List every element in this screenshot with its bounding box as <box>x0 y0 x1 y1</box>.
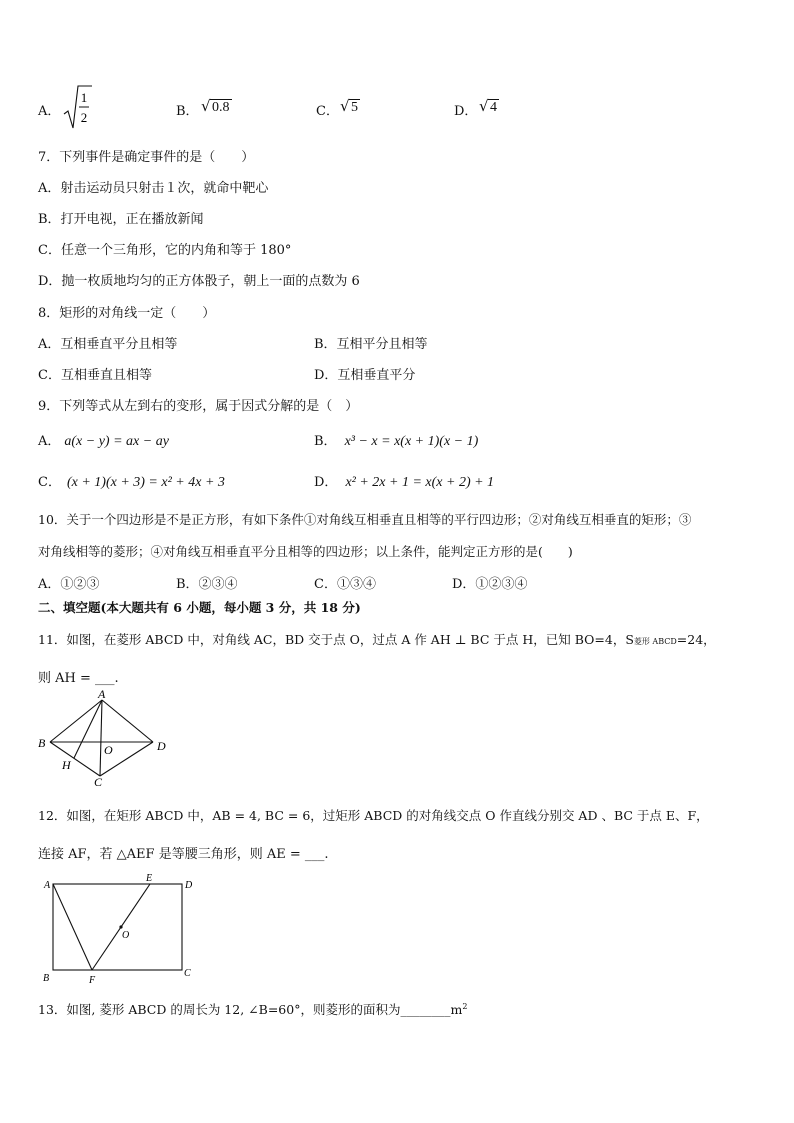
section-2-title: 二、填空题(本大题共有 6 小题，每小题 3 分，共 18 分) <box>38 600 361 615</box>
q9-option-a-expr: a(x − y) = ax − ay <box>64 434 169 449</box>
q11-line1 <box>38 630 716 648</box>
q11-label-h: H <box>62 758 71 772</box>
q10-option-c: C．①③④ <box>314 577 376 592</box>
q10-option-b: B．②③④ <box>176 577 238 592</box>
q11-line2: 则 AH = ___. <box>38 671 119 686</box>
q11-label-o: O <box>104 743 113 757</box>
q11-altitude-ah <box>74 700 102 758</box>
q11-edge-ad <box>102 700 153 742</box>
q8-option-c: C．互相垂直且相等 <box>38 368 152 383</box>
q7-option-d: D．抛一枚质地均匀的正方体骰子，朝上一面的点数为 6 <box>38 274 360 289</box>
q12-label-f: F <box>89 975 96 986</box>
q11-label-c: C <box>94 775 103 789</box>
q11-subscript: 菱形 ABCD <box>633 637 677 646</box>
q6-option-d-label: D． <box>454 104 478 119</box>
q12-label-d: D <box>185 880 193 891</box>
q6-option-c-label: C． <box>316 104 339 119</box>
q6-option-a-sqrt-frac <box>62 84 92 132</box>
q6-options <box>38 84 558 132</box>
q10-option-a: A．①②③ <box>38 577 100 592</box>
q9-option-a <box>38 430 169 450</box>
q9-option-c-expr: (x + 1)(x + 3) = x² + 4x + 3 <box>66 475 225 490</box>
q8-option-b: B．互相平分且相等 <box>314 337 428 352</box>
q12-rectangle-figure <box>36 872 206 990</box>
q13-superscript: 2 <box>462 1001 468 1011</box>
q11-rhombus-figure <box>30 690 180 790</box>
q9-option-a-label: A． <box>38 434 61 449</box>
q11-diagonal-ac <box>100 700 102 776</box>
q12-label-o: O <box>122 930 130 941</box>
q9-option-d <box>314 471 494 491</box>
q11-label-b: B <box>38 736 46 750</box>
q11-edge-ab <box>50 700 102 742</box>
q6-option-a-label: A． <box>38 104 61 119</box>
q12-line2: 连接 AF，若 △AEF 是等腰三角形，则 AE = ___. <box>38 847 329 862</box>
q6-option-b-sqrt-symbol: √ <box>201 97 211 115</box>
q9-option-b-label: B． <box>314 434 337 449</box>
q12-label-a: A <box>44 880 51 891</box>
q7-option-b: B．打开电视，正在播放新闻 <box>38 212 204 227</box>
q11-label-d: D <box>157 739 166 753</box>
q8-option-a: A．互相垂直平分且相等 <box>38 337 178 352</box>
q6-option-b-radicand: 0.8 <box>212 100 230 115</box>
q10-line2: 对角线相等的菱形；④对角线互相垂直平分且相等的四边形；以上条件，能判定正方形的是( ) <box>38 544 573 559</box>
q6-option-d-sqrt-symbol: √ <box>479 97 489 115</box>
q9-option-b-expr: x³ − x = x(x + 1)(x − 1) <box>344 434 479 449</box>
q12-label-c: C <box>184 968 191 979</box>
q9-stem: 9．下列等式从左到右的变形，属于因式分解的是（ ） <box>38 399 359 414</box>
q6-option-c-sqrt-symbol: √ <box>340 97 350 115</box>
q8-stem: 8．矩形的对角线一定（ ） <box>38 306 216 321</box>
q7-option-a: A．射击运动员只射击１次，就命中靶心 <box>38 181 269 196</box>
q12-line1: 12．如图，在矩形 ABCD 中，AB = 4, BC = 6，过矩形 ABCD 的对角线交点 O 作直线分别交 AD 、BC 于点 E、F， <box>38 808 709 823</box>
q6-option-d-radicand: 4 <box>490 100 497 115</box>
q12-label-b: B <box>43 973 50 984</box>
q13-text-body: 13．如图, 菱形 ABCD 的周长为 12, ∠B=60°，则菱形的面积为________m <box>38 1002 463 1017</box>
q9-option-c-label: C． <box>38 475 61 490</box>
q10-line1: 10．关于一个四边形是不是正方形，有如下条件①对角线互相垂直且相等的平行四边形；②对角线互相垂直的矩形；③ <box>38 512 692 527</box>
q6-option-a-numerator: 1 <box>80 90 88 105</box>
q9-option-d-label: D． <box>314 475 338 490</box>
q9-option-d-expr: x² + 2x + 1 = x(x + 2) + 1 <box>345 475 495 490</box>
q11-line1-text: 11．如图，在菱形 ABCD 中，对角线 AC，BD 交于点 O，过点 A 作 AH ⊥ BC 于点 H，已知 BO=4，S <box>38 632 634 647</box>
q11-line1-end: =24， <box>676 632 716 647</box>
q7-option-c: C．任意一个三角形，它的内角和等于 180° <box>38 243 292 258</box>
q6-option-b-label: B． <box>176 104 199 119</box>
q9-option-c <box>38 471 225 491</box>
q6-option-a-denominator: 2 <box>80 110 88 125</box>
q10-option-d: D．①②③④ <box>452 577 528 592</box>
q8-option-d: D．互相垂直平分 <box>314 368 416 383</box>
q7-stem: 7．下列事件是确定事件的是（ ） <box>38 150 255 165</box>
q6-option-c-radicand: 5 <box>351 100 358 115</box>
q11-label-a: A <box>98 690 106 701</box>
q11-edge-bc <box>50 742 100 776</box>
q9-option-b <box>314 430 478 450</box>
q12-segment-af <box>53 884 92 970</box>
q12-center-o <box>119 925 122 928</box>
q12-label-e: E <box>146 873 153 884</box>
q13-text <box>38 1000 467 1018</box>
